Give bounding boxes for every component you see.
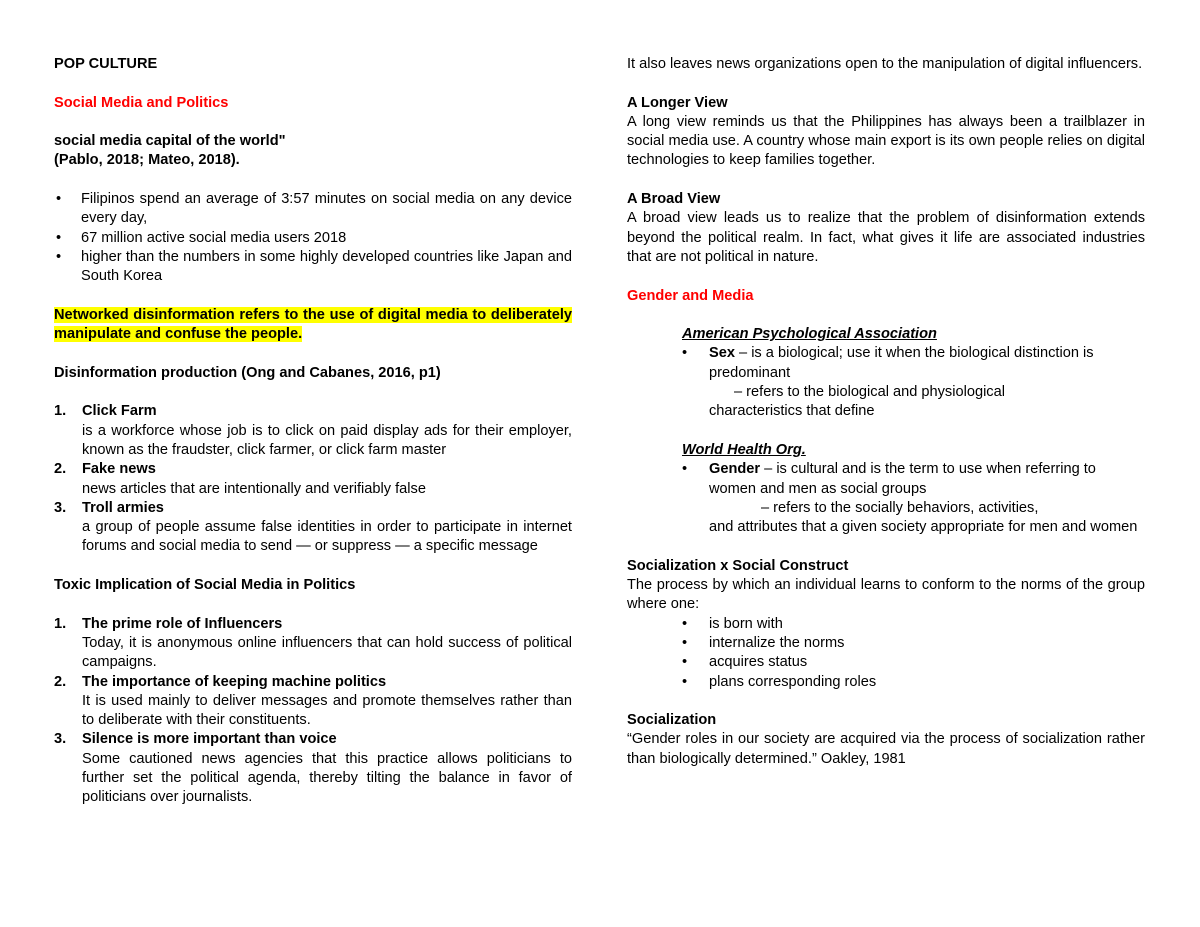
- toxic-list: [54, 615, 572, 808]
- list-item: • is born with: [682, 615, 1145, 634]
- list-item: [54, 615, 572, 673]
- item-number: 1.: [54, 403, 67, 420]
- broad-view-text: A broad view leads us to realize that the problem of disinformation extends beyond the political realm. In fact, what gives it life are associated industries that are not political in nature.: [627, 210, 1145, 265]
- gender-dash-line: – refers to the socially behaviors, activities,: [761, 499, 1039, 516]
- gender-text: – is cultural and is the term to use when referring to women and men as social groups: [709, 461, 1096, 497]
- toxic-heading: Toxic Implication of Social Media in Politics: [54, 577, 356, 594]
- item-number: 3.: [54, 731, 67, 748]
- stats-list: [54, 190, 572, 286]
- who-title-line: [627, 441, 1145, 460]
- list-item: [54, 673, 572, 731]
- item-text: is a workforce whose job is to click on paid display ads for their employer, known as the fraudster, click farmer, or click farm master: [82, 422, 572, 458]
- list-item: [54, 730, 572, 807]
- gender-term: Gender: [709, 461, 761, 478]
- item-title: Troll armies: [82, 499, 164, 516]
- disinfo-heading: Disinformation production (Ong and Cabanes, 2016, p1): [54, 364, 441, 381]
- right-column: [627, 55, 1145, 769]
- left-column: [54, 55, 572, 808]
- list-item: [54, 402, 572, 460]
- sex-dash-line: – refers to the biological and physiological: [734, 384, 1005, 401]
- sex-text: – is a biological; use it when the biological distinction is predominant: [709, 345, 1094, 381]
- item-text: a group of people assume false identities in order to participate in internet forums and social media to send — or suppress — a specific message: [82, 519, 572, 555]
- socialization-construct-heading: Socialization x Social Construct: [627, 557, 849, 574]
- item-text: It is used mainly to deliver messages and promote themselves rather than to deliberate with their constituents.: [82, 692, 572, 729]
- intro-paragraph: It also leaves news organizations open to the manipulation of digital influencers.: [627, 56, 1143, 72]
- gender-definition: [627, 460, 1145, 499]
- item-text: news articles that are intentionally and verifiably false: [82, 480, 426, 497]
- section-heading-gender-media: Gender and Media: [627, 287, 754, 304]
- section-heading-social-media: Social Media and Politics: [54, 94, 229, 111]
- item-number: 2.: [54, 461, 67, 478]
- socialization-quote: “Gender roles in our society are acquired via the process of socialization rather than biologically determined.” Oakley, 1981: [627, 731, 1145, 767]
- item-title: The importance of keeping machine politics: [82, 673, 387, 690]
- longer-view-heading: A Longer View: [627, 94, 728, 111]
- list-item: [682, 460, 1145, 499]
- longer-view-text: A long view reminds us that the Philippines has always been a trailblazer in social media use. A country whose main export is its own people relies on digital technologies to keep families together.: [627, 113, 1145, 169]
- apa-title: American Psychological Association: [682, 326, 937, 343]
- apa-title-line: [627, 325, 1145, 344]
- gender-continuation: and attributes that a given society appropriate for men and women: [709, 519, 1138, 536]
- socialization-list: [627, 615, 1145, 692]
- socialization-construct-text: The process by which an individual learns to conform to the norms of the group where one:: [627, 577, 1145, 613]
- list-item: [54, 499, 572, 557]
- citation-line: (Pablo, 2018; Mateo, 2018).: [54, 152, 240, 169]
- list-item: [54, 460, 572, 499]
- item-number: 3.: [54, 499, 67, 516]
- list-item: • Filipinos spend an average of 3:57 minutes on social media on any device every day,: [54, 190, 572, 229]
- disinfo-list: [54, 402, 572, 556]
- who-title: World Health Org.: [682, 441, 806, 458]
- item-title: Fake news: [82, 461, 156, 478]
- highlight-text: Networked disinformation refers to the use of digital media to deliberately manipulate and confuse the people.: [54, 306, 572, 343]
- sex-term: Sex: [709, 345, 735, 362]
- highlighted-definition: [54, 306, 572, 345]
- item-text: Today, it is anonymous online influencers that can hold success of political campaigns.: [82, 634, 572, 671]
- sex-continuation: characteristics that define: [709, 403, 875, 420]
- list-item: • 67 million active social media users 2018: [54, 229, 572, 248]
- item-title: The prime role of Influencers: [82, 615, 283, 632]
- item-title: Click Farm: [82, 403, 157, 420]
- list-item: [682, 344, 1145, 383]
- list-item: • plans corresponding roles: [682, 673, 1145, 692]
- list-item: • acquires status: [682, 653, 1145, 672]
- list-item: • higher than the numbers in some highly developed countries like Japan and South Korea: [54, 248, 572, 287]
- document-title: POP CULTURE: [54, 56, 158, 72]
- broad-view-heading: A Broad View: [627, 191, 721, 208]
- item-title: Silence is more important than voice: [82, 731, 337, 748]
- sex-definition: [627, 344, 1145, 383]
- quote-line: social media capital of the world": [54, 133, 286, 150]
- socialization-heading: Socialization: [627, 712, 717, 729]
- item-text: Some cautioned news agencies that this practice allows politicians to further set the political agenda, thereby tilting the balance in favor of politicians over journalists.: [82, 750, 572, 806]
- item-number: 1.: [54, 615, 67, 632]
- item-number: 2.: [54, 673, 67, 690]
- list-item: • internalize the norms: [682, 634, 1145, 653]
